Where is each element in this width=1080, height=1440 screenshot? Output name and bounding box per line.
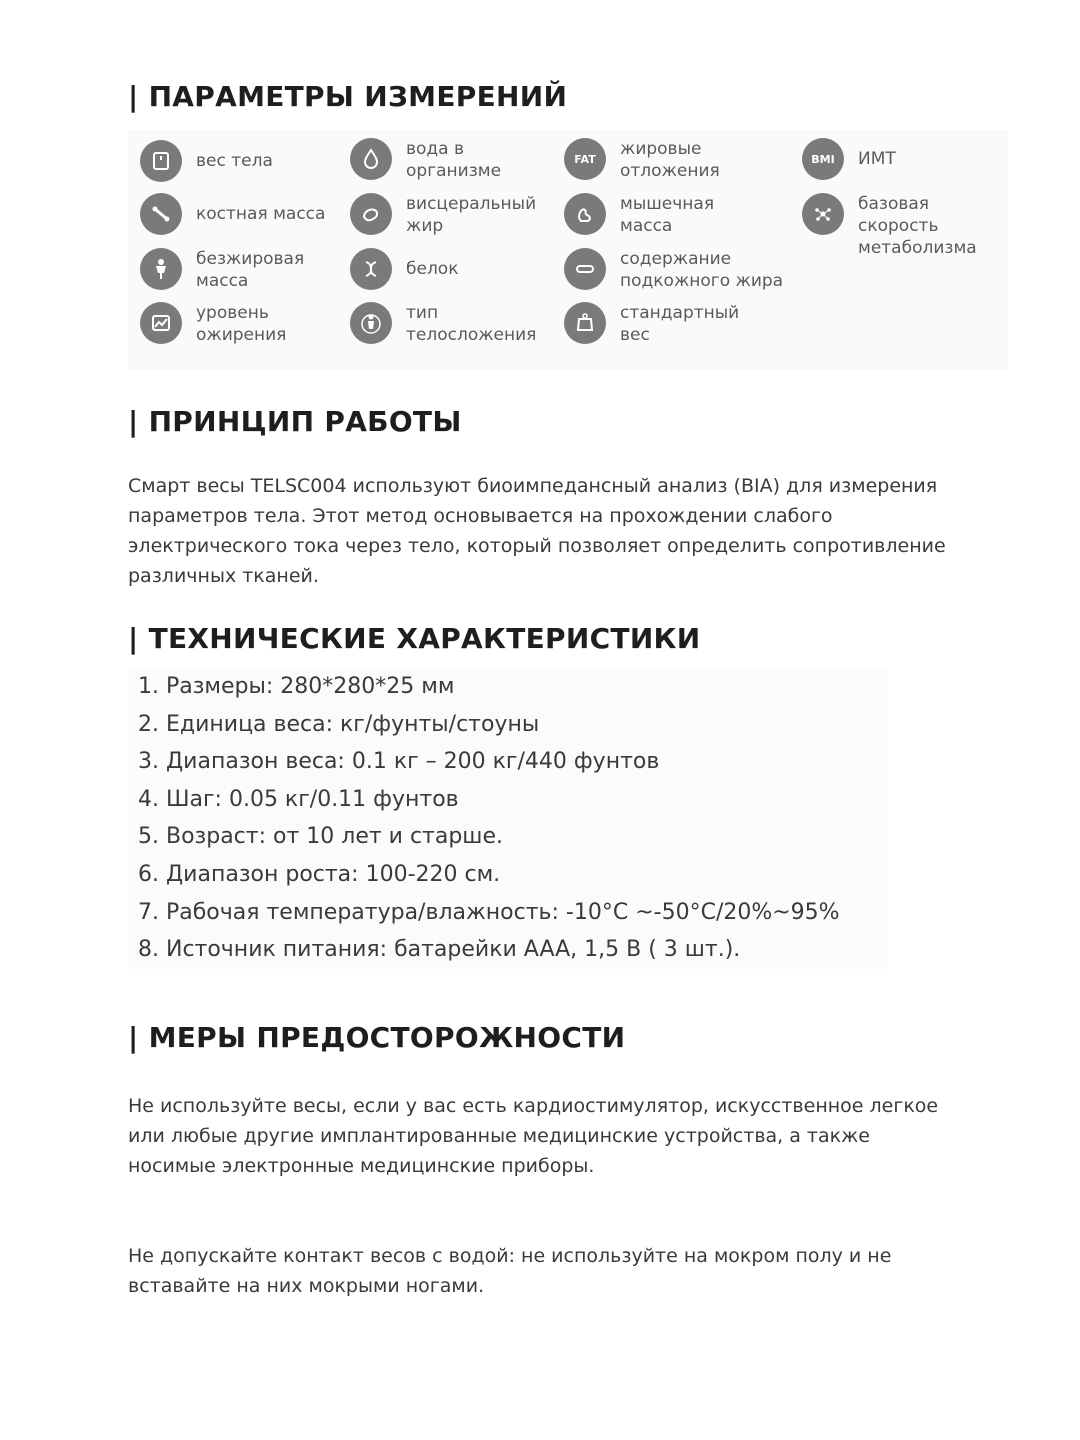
param-body-weight [140, 140, 346, 182]
bone-icon [140, 193, 182, 235]
param-label: вода в организме [406, 139, 502, 181]
param-basal-metabolic-rate [802, 193, 998, 259]
param-muscle-mass [564, 193, 770, 237]
metabolism-icon [802, 193, 844, 235]
scale-icon [140, 140, 182, 182]
param-body-type [350, 302, 581, 346]
measurement-parameters-grid [128, 130, 1008, 370]
param-label: жировые отложения [620, 139, 720, 181]
param-bmi [802, 138, 1008, 180]
precaution-paragraph-2: Не допускайте контакт весов с водой: не используйте на мокром полу и не вставайте на них мокрыми ногами. [128, 1245, 892, 1297]
spec-item: 7. Рабочая температура/влажность: -10°C ~-50°C/20%~95% [138, 899, 840, 925]
param-subcutaneous-fat [564, 248, 820, 292]
specs-section-title: | ТЕХНИЧЕСКИЕ ХАРАКТЕРИСТИКИ [128, 622, 701, 655]
principle-paragraph: Смарт весы TELSC004 используют биоимпедансный анализ (BIA) для измерения параметров тела. Этот метод основывается на прохождении слабого электрического тока через тело, который позволяет определить сопротивление различных тканей. [128, 475, 946, 587]
param-protein [350, 248, 576, 290]
bmi-icon: BMI [802, 138, 844, 180]
subcutaneous-fat-icon [564, 248, 606, 290]
param-label: костная масса [196, 204, 326, 224]
param-label: уровень ожирения [196, 303, 287, 345]
param-standard-weight [564, 302, 800, 346]
param-label: тип телосложения [406, 303, 537, 345]
spec-item: 5. Возраст: от 10 лет и старше. [138, 824, 503, 850]
params-section-title: | ПАРАМЕТРЫ ИЗМЕРЕНИЙ [128, 80, 568, 113]
spec-item: 2. Единица веса: кг/фунты/стоуны [138, 711, 540, 737]
param-body-water [350, 138, 576, 182]
spec-item: 6. Диапазон роста: 100-220 см. [138, 861, 501, 887]
fat-icon: FAT [564, 138, 606, 180]
param-label: висцеральный жир [406, 194, 537, 236]
obesity-level-icon [140, 302, 182, 344]
muscle-icon [564, 193, 606, 235]
water-drop-icon [350, 138, 392, 180]
param-label: базовая скорость метаболизма [858, 194, 977, 258]
param-bone-mass [140, 193, 376, 235]
precaution-paragraph-1: Не используйте весы, если у вас есть кардиостимулятор, искусственное легкое или любые другие имплантированные медицинские устройства, а также носимые электронные медицинские приборы. [128, 1095, 939, 1177]
spec-item: 1. Размеры: 280*280*25 мм [138, 674, 455, 699]
technical-specs-list [128, 668, 888, 969]
spec-item: 3. Диапазон веса: 0.1 кг – 200 кг/440 фунтов [138, 749, 660, 775]
param-label: стандартный вес [620, 303, 740, 345]
param-label: безжировая масса [196, 249, 305, 291]
lean-body-icon [140, 248, 182, 290]
param-lean-mass [140, 248, 346, 292]
protein-icon [350, 248, 392, 290]
param-label: содержание подкожного жира [620, 249, 784, 291]
param-body-fat [564, 138, 800, 182]
param-visceral-fat [350, 193, 581, 237]
param-label: мышечная масса [620, 194, 715, 236]
param-label: ИМТ [858, 149, 896, 169]
param-label: белок [406, 259, 459, 279]
precautions-section-title: | МЕРЫ ПРЕДОСТОРОЖНОСТИ [128, 1021, 626, 1054]
standard-weight-icon [564, 302, 606, 344]
param-label: вес тела [196, 151, 273, 171]
body-type-icon [350, 302, 392, 344]
param-obesity-level [140, 302, 346, 346]
spec-item: 8. Источник питания: батарейки AAA, 1,5 В ( 3 шт.). [138, 937, 741, 963]
visceral-fat-icon [350, 193, 392, 235]
spec-item: 4. Шаг: 0.05 кг/0.11 фунтов [138, 786, 459, 812]
principle-section-title: | ПРИНЦИП РАБОТЫ [128, 405, 462, 438]
